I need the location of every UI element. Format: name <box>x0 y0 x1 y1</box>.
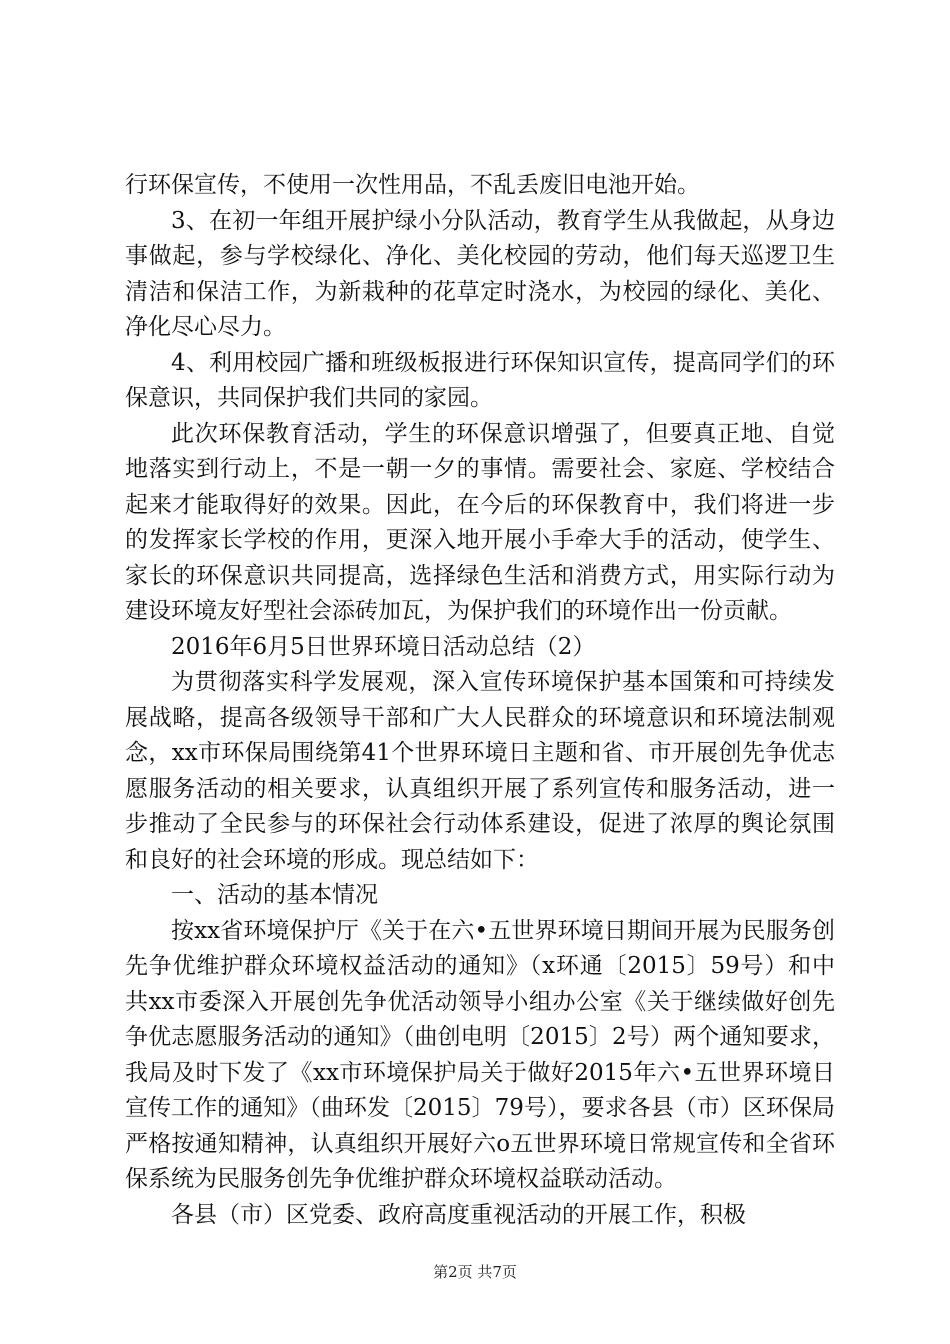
paragraph-3: 4、利用校园广播和班级板报进行环保知识宣传，提高同学们的环保意识，共同保护我们共同的家园。 <box>125 349 835 411</box>
paragraph-6: 为贯彻落实科学发展观，深入宣传环境保护基本国策和可持续发展战略，提高各级领导干部和广大人民群众的环境意识和环境法制观念，xx市环保局围绕第41个世界环境日主题和省、市开展创先争优志愿服务活动的相关要求，认真组织开展了系列宣传和服务活动，进一步推动了全民参与的环保社会行动体系建设，促进了浓厚的舆论氛围和良好的社会环境的形成。现总结如下： <box>125 669 835 873</box>
paragraph-9: 各县（市）区党委、政府高度重视活动的开展工作，积极 <box>171 1201 746 1228</box>
paragraph-4: 此次环保教育活动，学生的环保意识增强了，但要真正地、自觉地落实到行动上，不是一朝一夕的事情。需要社会、家庭、学校结合起来才能取得好的效果。因此，在今后的环保教育中，我们将进一步的发挥家长学校的作用，更深入地开展小手牵大手的活动，使学生、家长的环保意识共同提高，选择绿色生活和消费方式，用实际行动为建设环境友好型社会添砖加瓦，为保护我们的环境作出一份贡献。 <box>125 420 835 624</box>
document-body <box>125 168 835 1233</box>
section-heading: 一、活动的基本情况 <box>171 882 378 908</box>
paragraph-8: 按xx省环境保护厅《关于在六•五世界环境日期间开展为民服务创先争优维护群众环境权益活动的通知》（x环通〔2015〕59号）和中共xx市委深入开展创先争优活动领导小组办公室《关于继续做好创先争优志愿服务活动的通知》（曲创电明〔2015〕2号）两个通知要求，我局及时下发了《xx市环境保护局关于做好2015年六•五世界环境日宣传工作的通知》（曲环发〔2015〕79号），要求各县（市）区环保局严格按通知精神，认真组织开展好六o五世界环境日常规宣传和全省环保系统为民服务创先争优维护群众环境权益联动活动。 <box>125 917 835 1192</box>
paragraph-2: 3、在初一年组开展护绿小分队活动，教育学生从我做起，从身边事做起，参与学校绿化、净化、美化校园的劳动，他们每天巡逻卫生清洁和保洁工作，为新栽种的花草定时浇水，为校园的绿化、美化、净化尽心尽力。 <box>125 207 835 340</box>
page-footer: 第2页 共7页 <box>433 1263 517 1281</box>
section-title: 2016年6月5日世界环境日活动总结（2） <box>171 633 596 660</box>
paragraph-1: 行环保宣传，不使用一次性用品，不乱丢废旧电池开始。 <box>125 172 700 198</box>
